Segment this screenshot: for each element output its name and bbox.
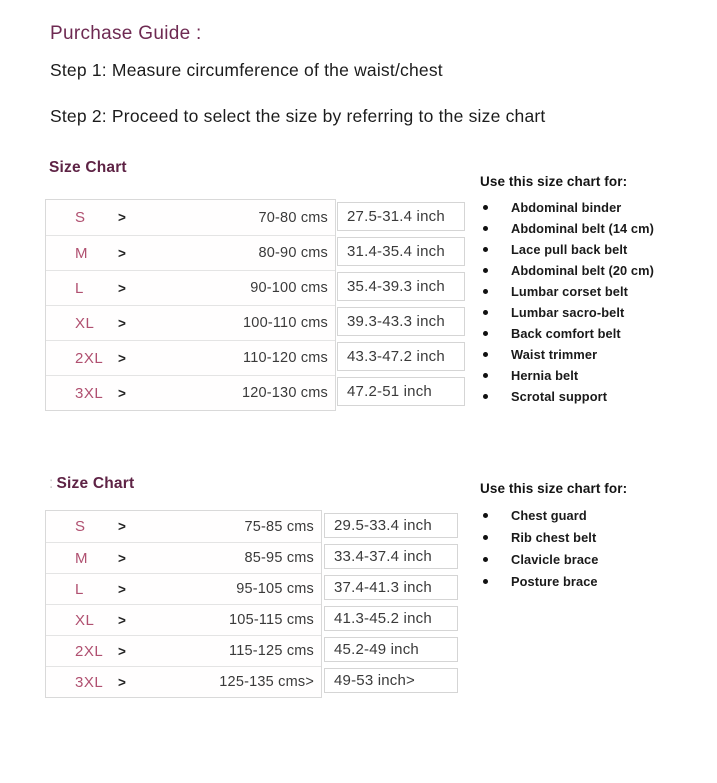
list-item-label: Clavicle brace [511,551,599,567]
cms-range: 85-95 cms [244,550,314,566]
table-row [46,270,335,305]
chevron-right-icon: > [118,674,126,690]
inch-range: 27.5-31.4 inch [337,202,465,231]
size-label: L [75,580,84,598]
bullet-icon [480,226,511,231]
size-table-body [45,510,322,698]
list-item-label: Lumbar sacro-belt [511,305,625,320]
bullet-icon [480,310,511,315]
table-row [46,340,335,375]
list-item [480,344,715,365]
chevron-right-icon: > [118,385,126,401]
size-label: L [75,279,84,297]
size-label: M [75,549,88,567]
table-row [46,305,335,340]
table-row [46,573,321,604]
bullet-icon [480,373,511,378]
list-item-label: Chest guard [511,507,587,523]
list-item [480,504,715,526]
size-chart-heading-1: Size Chart [49,159,127,176]
use-for-list [480,197,715,407]
table-row [46,542,321,573]
list-item-label: Lumbar corset belt [511,284,628,299]
list-item [480,548,715,570]
inch-range: 43.3-47.2 inch [337,342,465,371]
size-label: XL [75,314,95,332]
inch-range: 45.2-49 inch [324,637,458,662]
inch-range: 29.5-33.4 inch [324,513,458,538]
cms-range: 70-80 cms [258,209,328,226]
chevron-right-icon: > [118,519,126,534]
inch-range: 35.4-39.3 inch [337,272,465,301]
bullet-icon [480,513,511,518]
bullet-icon [480,535,511,540]
chevron-right-icon: > [118,245,126,261]
list-item-label: Posture brace [511,573,598,589]
list-item [480,365,715,386]
cms-range: 105-115 cms [229,612,314,628]
cms-range: 90-100 cms [250,280,328,296]
chevron-right-icon: > [118,550,126,566]
bullet-icon [480,394,511,399]
use-for-heading: Use this size chart for: [480,174,628,189]
inch-range: 33.4-37.4 inch [324,544,458,569]
bullet-icon [480,352,511,357]
list-item-label: Rib chest belt [511,529,597,545]
size-label: 3XL [75,384,104,402]
list-item [480,197,715,218]
cms-range: 110-120 cms [243,350,328,366]
table-row [46,635,321,666]
inch-range: 31.4-35.4 inch [337,237,465,266]
list-item-label: Lace pull back belt [511,242,628,257]
chevron-right-icon: > [118,350,126,366]
list-item [480,526,715,548]
size-label: S [75,209,86,226]
size-chart-table-1 [45,199,465,411]
list-item [480,386,715,407]
bullet-icon [480,205,511,210]
table-row [46,235,335,270]
cms-range: 95-105 cms [236,581,314,597]
cms-range: 115-125 cms [229,643,314,659]
list-item-label: Abdominal belt (14 cm) [511,221,654,236]
list-item-label: Abdominal belt (20 cm) [511,263,654,278]
size-label: 2XL [75,642,104,660]
bullet-icon [480,268,511,273]
inch-range: 39.3-43.3 inch [337,307,465,336]
chevron-right-icon: > [118,643,126,659]
use-for-block-2 [480,481,715,592]
step-2-text: Step 2: Proceed to select the size by referring to the size chart [50,106,546,126]
chevron-right-icon: > [118,581,126,597]
chevron-right-icon: > [118,280,126,296]
size-label: 2XL [75,349,104,367]
table-row [46,604,321,635]
inch-range: 47.2-51 inch [337,377,465,406]
size-label: 3XL [75,673,104,691]
list-item-label: Scrotal support [511,389,608,404]
chevron-right-icon: > [118,612,126,628]
table-row [46,375,335,410]
bullet-icon [480,289,511,294]
chevron-right-icon: > [118,210,126,225]
use-for-list [480,504,715,592]
cms-range: 100-110 cms [243,315,328,331]
inch-column [337,199,465,409]
table-row [46,511,321,542]
table-row [46,200,335,235]
cms-range: 80-90 cms [258,245,328,261]
bullet-icon [480,557,511,562]
size-label: XL [75,611,95,629]
size-label: M [75,244,88,262]
list-item [480,260,715,281]
list-item [480,239,715,260]
list-item [480,302,715,323]
chevron-right-icon: > [118,315,126,331]
size-chart-heading-2: : Size Chart [49,475,134,493]
inch-range: 37.4-41.3 inch [324,575,458,600]
bullet-icon [480,247,511,252]
size-table-body [45,199,336,411]
list-item [480,323,715,344]
inch-range: 49-53 inch> [324,668,458,693]
bullet-icon [480,579,511,584]
cms-range: 75-85 cms [244,518,314,535]
table-row [46,666,321,697]
bullet-icon [480,331,511,336]
inch-range: 41.3-45.2 inch [324,606,458,631]
use-for-block-1 [480,174,715,407]
list-item [480,570,715,592]
list-item-label: Back comfort belt [511,326,621,341]
size-label: S [75,518,86,535]
size-chart-table-2 [45,510,460,698]
list-item [480,218,715,239]
cms-range: 125-135 cms> [219,674,314,690]
use-for-heading: Use this size chart for: [480,481,628,496]
list-item-label: Waist trimmer [511,347,598,362]
step-1-text: Step 1: Measure circumference of the waist/chest [50,60,443,80]
list-item-label: Abdominal binder [511,200,622,215]
cms-range: 120-130 cms [241,385,328,401]
list-item-label: Hernia belt [511,368,579,383]
list-item [480,281,715,302]
inch-column [324,510,458,696]
page-title: Purchase Guide : [50,23,202,44]
